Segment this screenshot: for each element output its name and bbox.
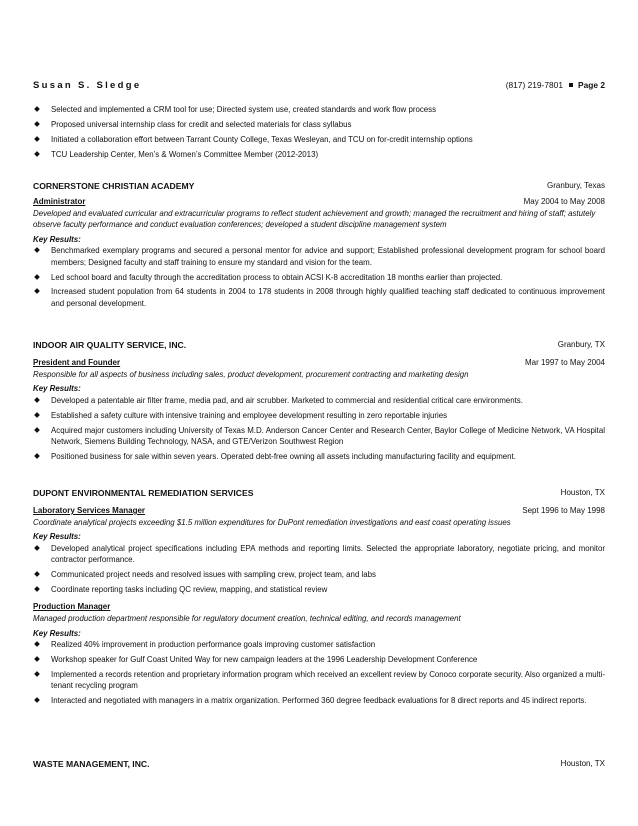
list-item: Developed analytical project specifications including EPA methods and reporting limits. Selected the appropriate laboratory, negotiate pricing, and monitor contractor performance.	[33, 543, 605, 566]
list-item: Benchmarked exemplary programs and secured a personal mentor for advice and support; Established professional development program for school board members; Designed faculty and staff training to ensure my standard and vision for the team.	[33, 245, 605, 268]
job-indoor-air	[33, 340, 605, 466]
diamond-bullet-icon	[34, 274, 40, 280]
list-item: Realized 40% improvement in production performance goals improving customer satisfaction	[33, 639, 605, 650]
diamond-bullet-icon	[34, 151, 40, 157]
key-results-label: Key Results:	[33, 628, 81, 638]
job-description: Developed and evaluated curricular and extracurricular programs to reflect student achievement and growth; managed the recruitment and hiring of staff; astutely observe faculty performance and conduct evaluation conferences; developed a student discipline management system	[33, 209, 596, 230]
diamond-bullet-icon	[34, 698, 40, 704]
square-bullet-icon	[569, 83, 573, 87]
job-description: Responsible for all aspects of business including sales, product development, procurement contracting and marketing design	[33, 370, 469, 379]
diamond-bullet-icon	[34, 289, 40, 295]
company-heading: DUPONT ENVIRONMENTAL REMEDIATION SERVICES Houston, TX	[33, 488, 605, 498]
diamond-bullet-icon	[34, 671, 40, 677]
list-item: Interacted and negotiated with managers in a matrix organization. Performed 360 degree feedback evaluations for 8 direct reports and 45 indirect reports.	[33, 695, 605, 706]
diamond-bullet-icon	[34, 545, 40, 551]
list-item: Proposed universal internship class for credit and selected materials for class syllabus	[33, 119, 605, 130]
key-results-label: Key Results:	[33, 532, 81, 542]
company-heading: CORNERSTONE CHRISTIAN ACADEMY Granbury, Texas	[33, 181, 605, 191]
list-item: Implemented a records retention and proprietary information program which received an excellent review by Conoco corporate security. Also organized a multi-tenant recycling program	[33, 669, 605, 692]
diamond-bullet-icon	[34, 247, 40, 253]
job-dupont	[33, 488, 605, 710]
list-item: Selected and implemented a CRM tool for use; Directed system use, created standards and work flow process	[33, 104, 605, 115]
job-title: Production Manager	[33, 602, 111, 612]
list-item: Workshop speaker for Gulf Coast United Way for new campaign leaders at the 1996 Leadership Development Conference	[33, 654, 605, 665]
diamond-bullet-icon	[34, 397, 40, 403]
key-results-label: Key Results:	[33, 384, 81, 394]
diamond-bullet-icon	[34, 136, 40, 142]
list-item: Led school board and faculty through the accreditation process to obtain ACSI K-8 accreditation 18 months earlier than projected.	[33, 272, 605, 283]
list-item: Positioned business for sale within seven years. Operated debt-free owning all assets including manufacturing facility and equipment.	[33, 451, 605, 462]
diamond-bullet-icon	[34, 121, 40, 127]
diamond-bullet-icon	[34, 586, 40, 592]
job-description: Managed production department responsible for regulatory document creation, technical editing, and records management	[33, 614, 461, 624]
job-dates: Mar 1997 to May 2004	[524, 358, 605, 367]
list-item: Initiated a collaboration effort between Tarrant County College, Texas Wesleyan, and TCU on for-credit internship options	[33, 134, 605, 145]
list-item: Increased student population from 64 students in 2004 to 178 students in 2008 through highly qualified teaching staff dedicated to continuous improvement and personal development.	[33, 286, 605, 309]
diamond-bullet-icon	[34, 427, 40, 433]
page-number: Page 2	[577, 80, 605, 90]
job-title: Laboratory Services Manager Sept 1996 to May 1998	[33, 506, 605, 515]
header-contact	[506, 80, 605, 90]
company-heading: INDOOR AIR QUALITY SERVICE, INC. Granbury, TX	[33, 340, 605, 350]
company-location: Granbury, Texas	[547, 181, 605, 190]
company-heading: WASTE MANAGEMENT, INC. Houston, TX	[33, 759, 605, 769]
company-location: Granbury, TX	[557, 340, 605, 349]
job-title: President and Founder Mar 1997 to May 2004	[33, 358, 605, 367]
list-item: Acquired major customers including University of Texas M.D. Anderson Cancer Center and Research Center, Baylor College of Medicine Network, VA Hospital Network, Siemens Building Technology, NASA, and GTE/Verizon Southwest Region	[33, 425, 605, 448]
list-item: Communicated project needs and resolved issues with sampling crew, project team, and labs	[33, 569, 605, 580]
page-header	[33, 80, 605, 92]
job-waste-management	[33, 759, 605, 771]
list-item: Developed a patentable air filter frame, media pad, and air scrubber. Marketed to commercial and residential critical care environments.	[33, 395, 605, 406]
diamond-bullet-icon	[34, 571, 40, 577]
job-dates: May 2004 to May 2008	[523, 197, 605, 206]
job-cornerstone	[33, 181, 605, 313]
list-item: Coordinate reporting tasks including QC review, mapping, and statistical review	[33, 584, 605, 595]
job-title: Administrator May 2004 to May 2008	[33, 197, 605, 206]
job-dates: Sept 1996 to May 1998	[522, 506, 605, 515]
diamond-bullet-icon	[34, 641, 40, 647]
job-description: Coordinate analytical projects exceeding $1.5 million expenditures for DuPont remediation investigations and east coast operating issues	[33, 518, 511, 527]
key-results-label: Key Results:	[33, 234, 81, 244]
phone-number: (817) 219-7801	[505, 80, 563, 90]
company-location: Houston, TX	[560, 759, 605, 768]
list-item: TCU Leadership Center, Men’s & Women’s Committee Member (2012-2013)	[33, 149, 605, 160]
company-location: Houston, TX	[560, 488, 605, 497]
top-bullet-list	[33, 104, 605, 164]
diamond-bullet-icon	[34, 106, 40, 112]
candidate-name: Susan S. Sledge	[33, 80, 142, 91]
diamond-bullet-icon	[34, 453, 40, 459]
list-item: Established a safety culture with intensive training and employee development resulting in zero reportable injuries	[33, 410, 605, 421]
diamond-bullet-icon	[34, 656, 40, 662]
diamond-bullet-icon	[34, 412, 40, 418]
